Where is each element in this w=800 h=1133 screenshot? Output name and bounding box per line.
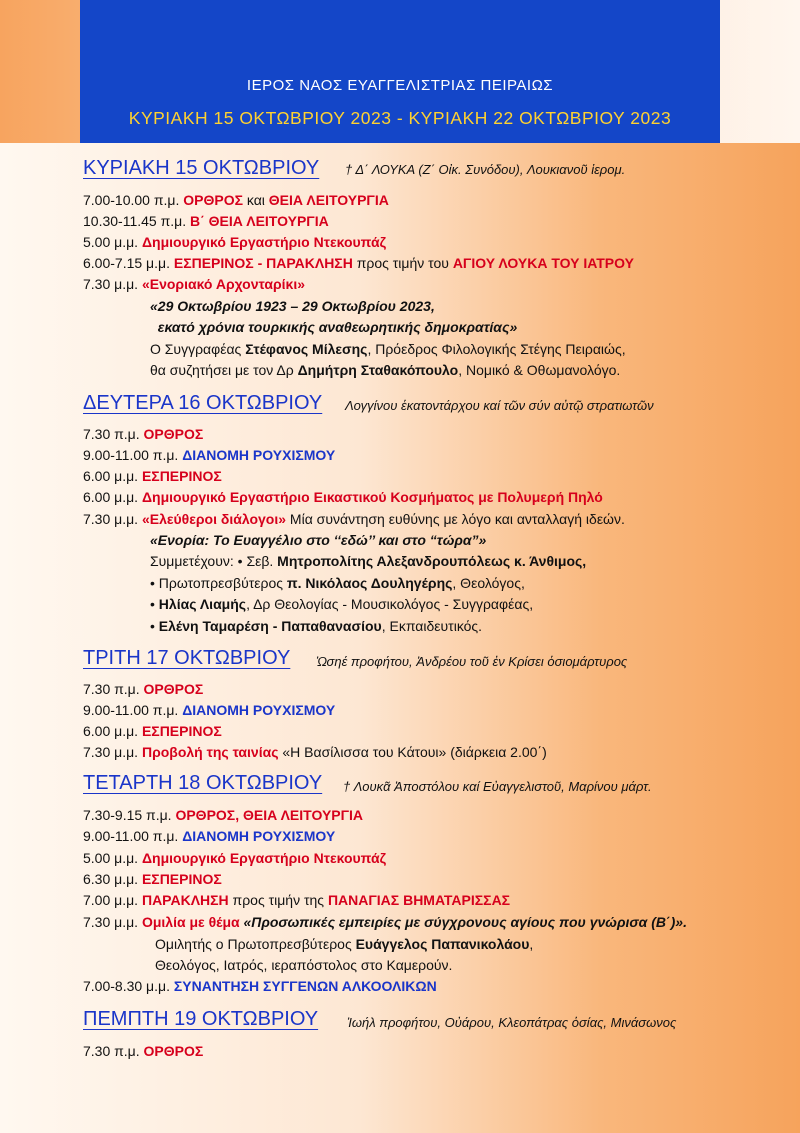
- schedule-line: «Ενορία: Το Ευαγγέλιο στο ‘‘εδώ’’ και στο “τώρα”»: [150, 532, 487, 548]
- schedule-line: 7.30 π.μ. ΟΡΘΡΟΣ: [83, 426, 204, 442]
- schedule-line: Συμμετέχουν: • Σεβ. Μητροπολίτης Αλεξανδρουπόλεως κ. Άνθιμος,: [150, 553, 587, 569]
- schedule-line: 7.30-9.15 π.μ. ΟΡΘΡΟΣ, ΘΕΙΑ ΛΕΙΤΟΥΡΓΙΑ: [83, 807, 364, 823]
- schedule-line: θα συζητήσει με τον Δρ Δημήτρη Σταθακόπουλο, Νομικό & Οθωμανολόγο.: [150, 362, 621, 378]
- schedule-line: 7.30 π.μ. ΟΡΘΡΟΣ: [83, 1043, 204, 1059]
- schedule-line: 5.00 μ.μ. Δημιουργικό Εργαστήριο Ντεκουπάζ: [83, 234, 387, 250]
- schedule-line: 10.30-11.45 π.μ. Β΄ ΘΕΙΑ ΛΕΙΤΟΥΡΓΙΑ: [83, 213, 329, 229]
- feast-monday: Λογγίνου ἑκατοντάρχου καί τῶν σύν αὐτῷ στρατιωτῶν: [345, 398, 654, 413]
- header-banner: [80, 0, 720, 143]
- day-title-thursday: ΠΕΜΠΤΗ 19 ΟΚΤΩΒΡΙΟΥ: [83, 1008, 319, 1030]
- schedule-line: Θεολόγος, Ιατρός, ιεραπόστολος στο Καμερούν.: [155, 957, 453, 973]
- schedule-line: 7.30 μ.μ. «Ενοριακό Αρχονταρίκι»: [83, 276, 305, 292]
- schedule-line: 9.00-11.00 π.μ. ΔΙΑΝΟΜΗ ΡΟΥΧΙΣΜΟΥ: [83, 702, 336, 718]
- schedule-line: 7.30 μ.μ. Προβολή της ταινίας «Η Βασίλισσα του Κάτουι» (διάρκεια 2.00΄): [83, 744, 547, 760]
- feast-sunday: † Δ΄ ΛΟΥΚΑ (Ζ΄ Οἰκ. Συνόδου), Λουκιανοῦ ἱερομ.: [345, 162, 626, 177]
- schedule-line: εκατό χρόνια τουρκικής αναθεωρητικής δημοκρατίας»: [150, 319, 518, 335]
- feast-tuesday: Ὠσηέ προφήτου, Ἀνδρέου τοῦ ἐν Κρίσει ὁσιομάρτυρος: [316, 654, 628, 669]
- schedule-line: Ομιλητής ο Πρωτοπρεσβύτερος Ευάγγελος Παπανικολάου,: [155, 936, 534, 952]
- schedule-line: 6.30 μ.μ. ΕΣΠΕΡΙΝΟΣ: [83, 871, 222, 887]
- schedule-line: 9.00-11.00 π.μ. ΔΙΑΝΟΜΗ ΡΟΥΧΙΣΜΟΥ: [83, 447, 336, 463]
- schedule-line: 7.30 π.μ. ΟΡΘΡΟΣ: [83, 681, 204, 697]
- schedule-line: 7.00 μ.μ. ΠΑΡΑΚΛΗΣΗ προς τιμήν της ΠΑΝΑΓΙΑΣ ΒΗΜΑΤΑΡΙΣΣΑΣ: [83, 892, 511, 908]
- schedule-line: 6.00 μ.μ. Δημιουργικό Εργαστήριο Εικαστικού Κοσμήματος με Πολυμερή Πηλό: [83, 489, 603, 505]
- schedule-line: Ο Συγγραφέας Στέφανος Μίλεσης, Πρόεδρος Φιλολογικής Στέγης Πειραιώς,: [150, 341, 626, 357]
- schedule-line: 7.00-10.00 π.μ. ΟΡΘΡΟΣ και ΘΕΙΑ ΛΕΙΤΟΥΡΓΙΑ: [83, 192, 389, 208]
- day-title-tuesday: ΤΡΙΤΗ 17 ΟΚΤΩΒΡΙΟΥ: [83, 647, 291, 669]
- schedule-line: • Πρωτοπρεσβύτερος π. Νικόλαος Δουληγέρης, Θεολόγος,: [150, 575, 525, 591]
- church-name: ΙΕΡΟΣ ΝΑΟΣ ΕΥΑΓΓΕΛΙΣΤΡΙΑΣ ΠΕΙΡΑΙΩΣ: [246, 77, 554, 94]
- schedule-line: 9.00-11.00 π.μ. ΔΙΑΝΟΜΗ ΡΟΥΧΙΣΜΟΥ: [83, 828, 336, 844]
- day-title-monday: ΔΕΥΤΕΡΑ 16 ΟΚΤΩΒΡΙΟΥ: [83, 392, 323, 414]
- feast-thursday: Ἰωήλ προφήτου, Οὐάρου, Κλεοπάτρας ὁσίας, Μινάσωνος: [347, 1015, 677, 1030]
- schedule-line: 7.30 μ.μ. Ομιλία με θέμα «Προσωπικές εμπειρίες με σύγχρονους αγίους που γνώρισα (Β΄)».: [83, 914, 687, 930]
- schedule-line: 6.00-7.15 μ.μ. ΕΣΠΕΡΙΝΟΣ - ΠΑΡΑΚΛΗΣΗ προς τιμήν του ΑΓΙΟΥ ΛΟΥΚΑ ΤΟΥ ΙΑΤΡΟΥ: [83, 255, 634, 271]
- schedule-line: 6.00 μ.μ. ΕΣΠΕΡΙΝΟΣ: [83, 468, 222, 484]
- day-title-wednesday: ΤΕΤΑΡΤΗ 18 ΟΚΤΩΒΡΙΟΥ: [83, 772, 323, 794]
- schedule-line: 6.00 μ.μ. ΕΣΠΕΡΙΝΟΣ: [83, 723, 222, 739]
- schedule-line: 7.00-8.30 μ.μ. ΣΥΝΑΝΤΗΣΗ ΣΥΓΓΕΝΩΝ ΑΛΚΟΟΛΙΚΩΝ: [83, 978, 437, 994]
- schedule-line: «29 Οκτωβρίου 1923 – 29 Οκτωβρίου 2023,: [150, 298, 435, 314]
- feast-wednesday: † Λουκᾶ Ἀποστόλου καί Εὐαγγελιστοῦ, Μαρίνου μάρτ.: [343, 779, 652, 794]
- schedule-line: • Ελένη Ταμαρέση - Παπαθανασίου, Εκπαιδευτικός.: [150, 618, 483, 634]
- schedule-line: 5.00 μ.μ. Δημιουργικό Εργαστήριο Ντεκουπάζ: [83, 850, 387, 866]
- schedule-dates: ΚΥΡΙΑΚΗ 15 ΟΚΤΩΒΡΙΟΥ 2023 - ΚΥΡΙΑΚΗ 22 ΟΚΤΩΒΡΙΟΥ 2023: [128, 108, 672, 128]
- day-title-sunday: ΚΥΡΙΑΚΗ 15 ΟΚΤΩΒΡΙΟΥ: [83, 157, 320, 179]
- schedule-line: • Ηλίας Λιαμής, Δρ Θεολογίας - Μουσικολόγος - Συγγραφέας,: [150, 596, 534, 612]
- schedule-line: 7.30 μ.μ. «Ελεύθεροι διάλογοι» Μία συνάντηση ευθύνης με λόγο και ανταλλαγή ιδεών.: [83, 511, 625, 527]
